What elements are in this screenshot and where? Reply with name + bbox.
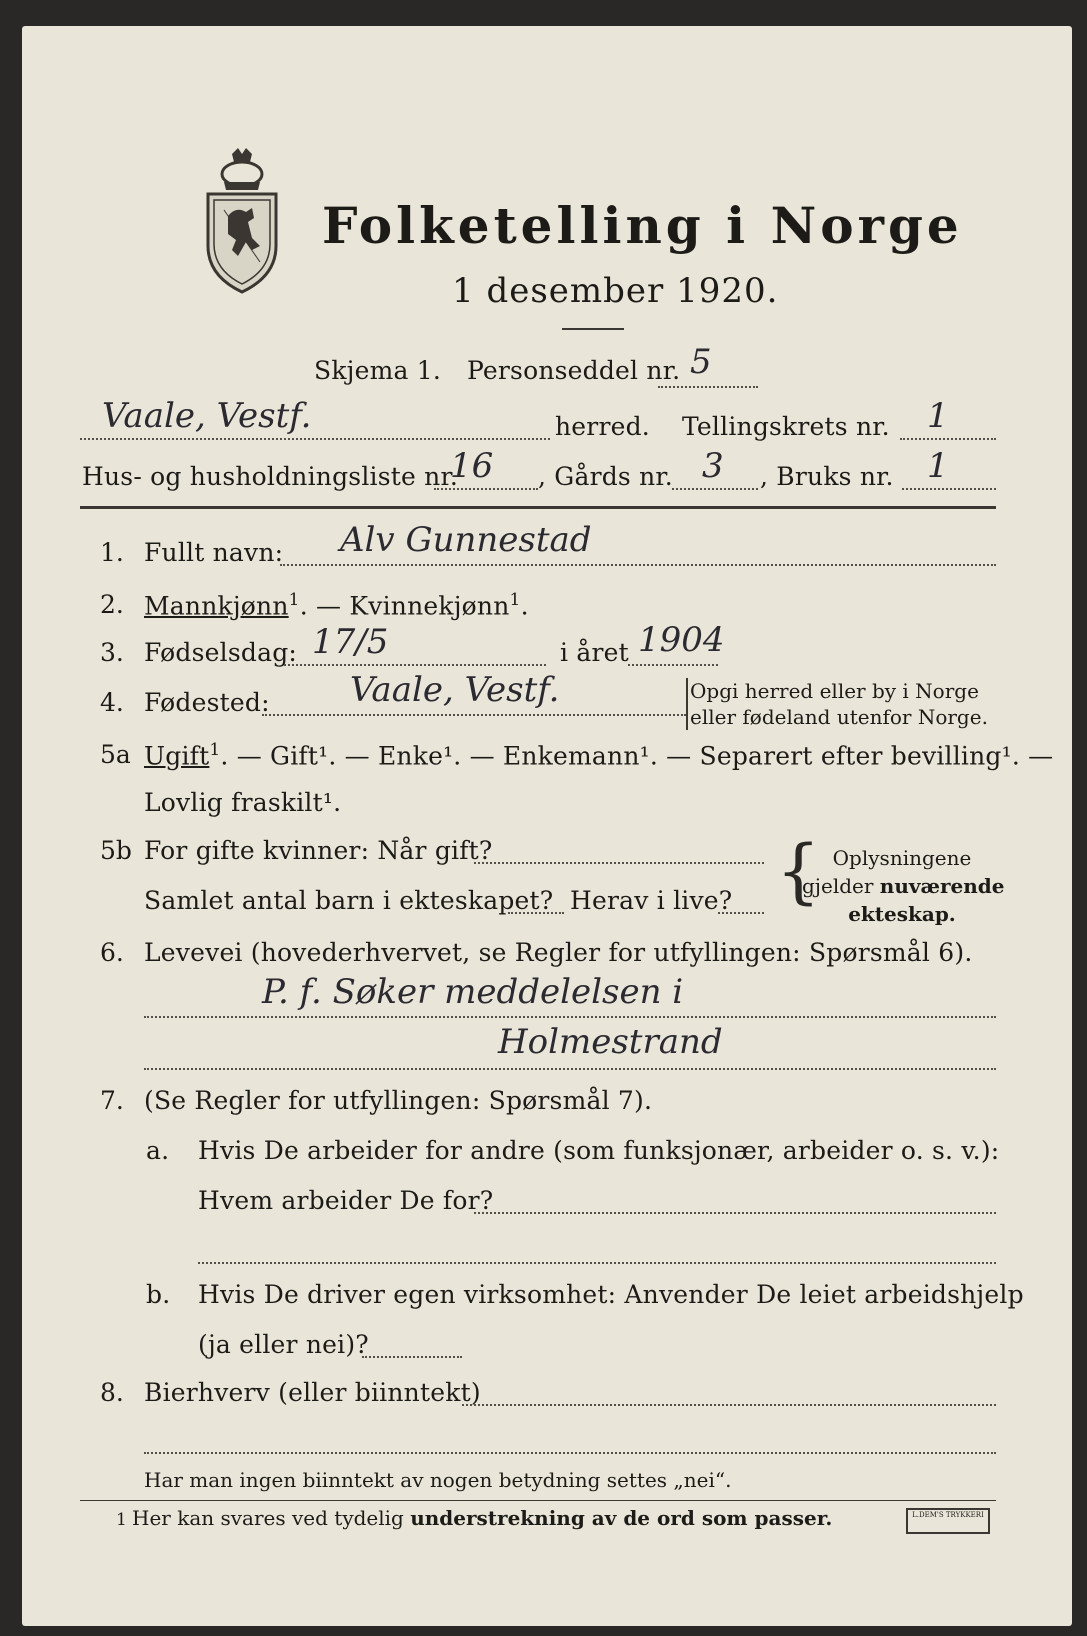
q3-number: 3. [100, 638, 124, 667]
occupation-label: Levevei (hovederhvervet, se Regler for utfyllingen: Spørsmål 6). [144, 938, 973, 967]
birth-year-value[interactable]: 1904 [638, 620, 725, 660]
note-brace: { [776, 830, 821, 912]
tellingskrets-value[interactable]: 1 [927, 396, 949, 436]
birthplace-value[interactable]: Vaale, Vestf. [350, 670, 560, 710]
marital-status-options: Ugift$^1$. — Gift¹. — Enke¹. — Enkemann¹. — Separert efter bevilling¹. — [144, 740, 1054, 771]
side-income-note: Har man ingen biinntekt av nogen betydning settes „nei“. [144, 1468, 732, 1492]
tellingskrets-line [900, 438, 996, 440]
q7b-question: Hvis De driver egen virksomhet: Anvender De leiet arbeidshjelp [198, 1280, 1024, 1309]
form-title: Folketelling i Norge [322, 196, 963, 255]
birthplace-line [262, 714, 686, 716]
occupation-line-2 [144, 1068, 996, 1070]
schema-label: Skjema 1. [314, 356, 442, 385]
personseddel-value[interactable]: 5 [690, 342, 712, 382]
q7-label: (Se Regler for utfyllingen: Spørsmål 7). [144, 1086, 653, 1115]
bruks-label: , Bruks nr. [760, 462, 894, 491]
full-name-value[interactable]: Alv Gunnestad [340, 520, 592, 560]
q8-number: 8. [100, 1378, 124, 1407]
employer-label: Hvem arbeider De for? [198, 1186, 494, 1215]
title-divider [562, 328, 624, 330]
herred-line [80, 438, 550, 440]
marriage-note: Oplysningene gjelder nuværende ekteskap. [802, 846, 1005, 926]
occupation-value-1[interactable]: P. f. Søker meddelelsen i [262, 972, 684, 1012]
employer-line-2 [198, 1262, 996, 1264]
birth-year-label: i året [560, 638, 629, 667]
husliste-value[interactable]: 16 [450, 446, 494, 486]
coat-of-arms-emblem [202, 146, 282, 296]
children-total-line [508, 912, 564, 914]
gards-value[interactable]: 3 [702, 446, 724, 486]
personseddel-label: Personseddel nr. [467, 356, 681, 385]
side-income-line-1 [462, 1404, 996, 1406]
marital-ugift-option[interactable]: Ugift [144, 741, 210, 771]
married-when-line [474, 862, 764, 864]
birthplace-note: Opgi herred eller by i Norge eller fødeland utenfor Norge. [690, 679, 988, 729]
birthday-line [284, 664, 546, 666]
q5a-number: 5a [100, 740, 131, 769]
occupation-value-2[interactable]: Holmestrand [498, 1022, 723, 1062]
q5b-number: 5b [100, 836, 132, 865]
herred-label: herred. [555, 412, 650, 441]
census-date: 1 desember 1920. [452, 271, 779, 311]
hired-help-label: (ja eller nei)? [198, 1330, 369, 1359]
full-name-label: Fullt navn: [144, 538, 284, 567]
employer-line-1 [474, 1212, 996, 1214]
q7b-number: b. [146, 1280, 171, 1309]
q4-number: 4. [100, 688, 124, 717]
q1-number: 1. [100, 538, 124, 567]
birthplace-note-bracket [686, 678, 688, 730]
q7-number: 7. [100, 1086, 124, 1115]
personseddel-line [658, 386, 758, 388]
full-name-line [280, 564, 996, 566]
gards-label: , Gårds nr. [538, 462, 673, 491]
footnote-text: Her kan svares ved tydelig understrekning av de ord som passer. [132, 1506, 833, 1530]
printer-stamp: L.DEM'S TRYKKERI [906, 1508, 990, 1534]
census-form [22, 26, 1072, 1626]
sex-male-option[interactable]: Mannkjønn [144, 591, 289, 621]
birthplace-label: Fødested: [144, 688, 270, 717]
footnote-divider [80, 1500, 996, 1501]
sex-options: Mannkjønn$^1$. — Kvinnekjønn$^1$. [144, 590, 529, 621]
married-when-label: For gifte kvinner: Når gift? [144, 836, 493, 865]
tellingskrets-label: Tellingskrets nr. [682, 412, 890, 441]
sex-female-option[interactable]: Kvinnekjønn [349, 591, 510, 621]
gards-line [672, 488, 758, 490]
hired-help-line [362, 1356, 462, 1358]
marital-divorced-option[interactable]: Lovlig fraskilt¹. [144, 788, 342, 817]
q6-number: 6. [100, 938, 124, 967]
q7a-question: Hvis De arbeider for andre (som funksjonær, arbeider o. s. v.): [198, 1136, 1000, 1165]
children-total-label: Samlet antal barn i ekteskapet? [144, 886, 554, 915]
q2-number: 2. [100, 590, 124, 619]
footnote-number: 1 [116, 1510, 127, 1530]
side-income-label: Bierhverv (eller biinntekt) [144, 1378, 481, 1407]
section-divider [80, 506, 996, 509]
birthday-value[interactable]: 17/5 [312, 622, 389, 662]
side-income-line-2 [144, 1452, 996, 1454]
bruks-value[interactable]: 1 [927, 446, 949, 486]
q7a-number: a. [146, 1136, 170, 1165]
bruks-line [902, 488, 996, 490]
herred-value[interactable]: Vaale, Vestf. [102, 396, 312, 436]
birthday-label: Fødselsdag: [144, 638, 298, 667]
husliste-line [434, 488, 538, 490]
birth-year-line [628, 664, 718, 666]
children-alive-label: Herav i live? [570, 886, 733, 915]
occupation-line-1 [144, 1016, 996, 1018]
children-alive-line [718, 912, 764, 914]
husliste-label: Hus- og husholdningsliste nr. [82, 462, 459, 491]
